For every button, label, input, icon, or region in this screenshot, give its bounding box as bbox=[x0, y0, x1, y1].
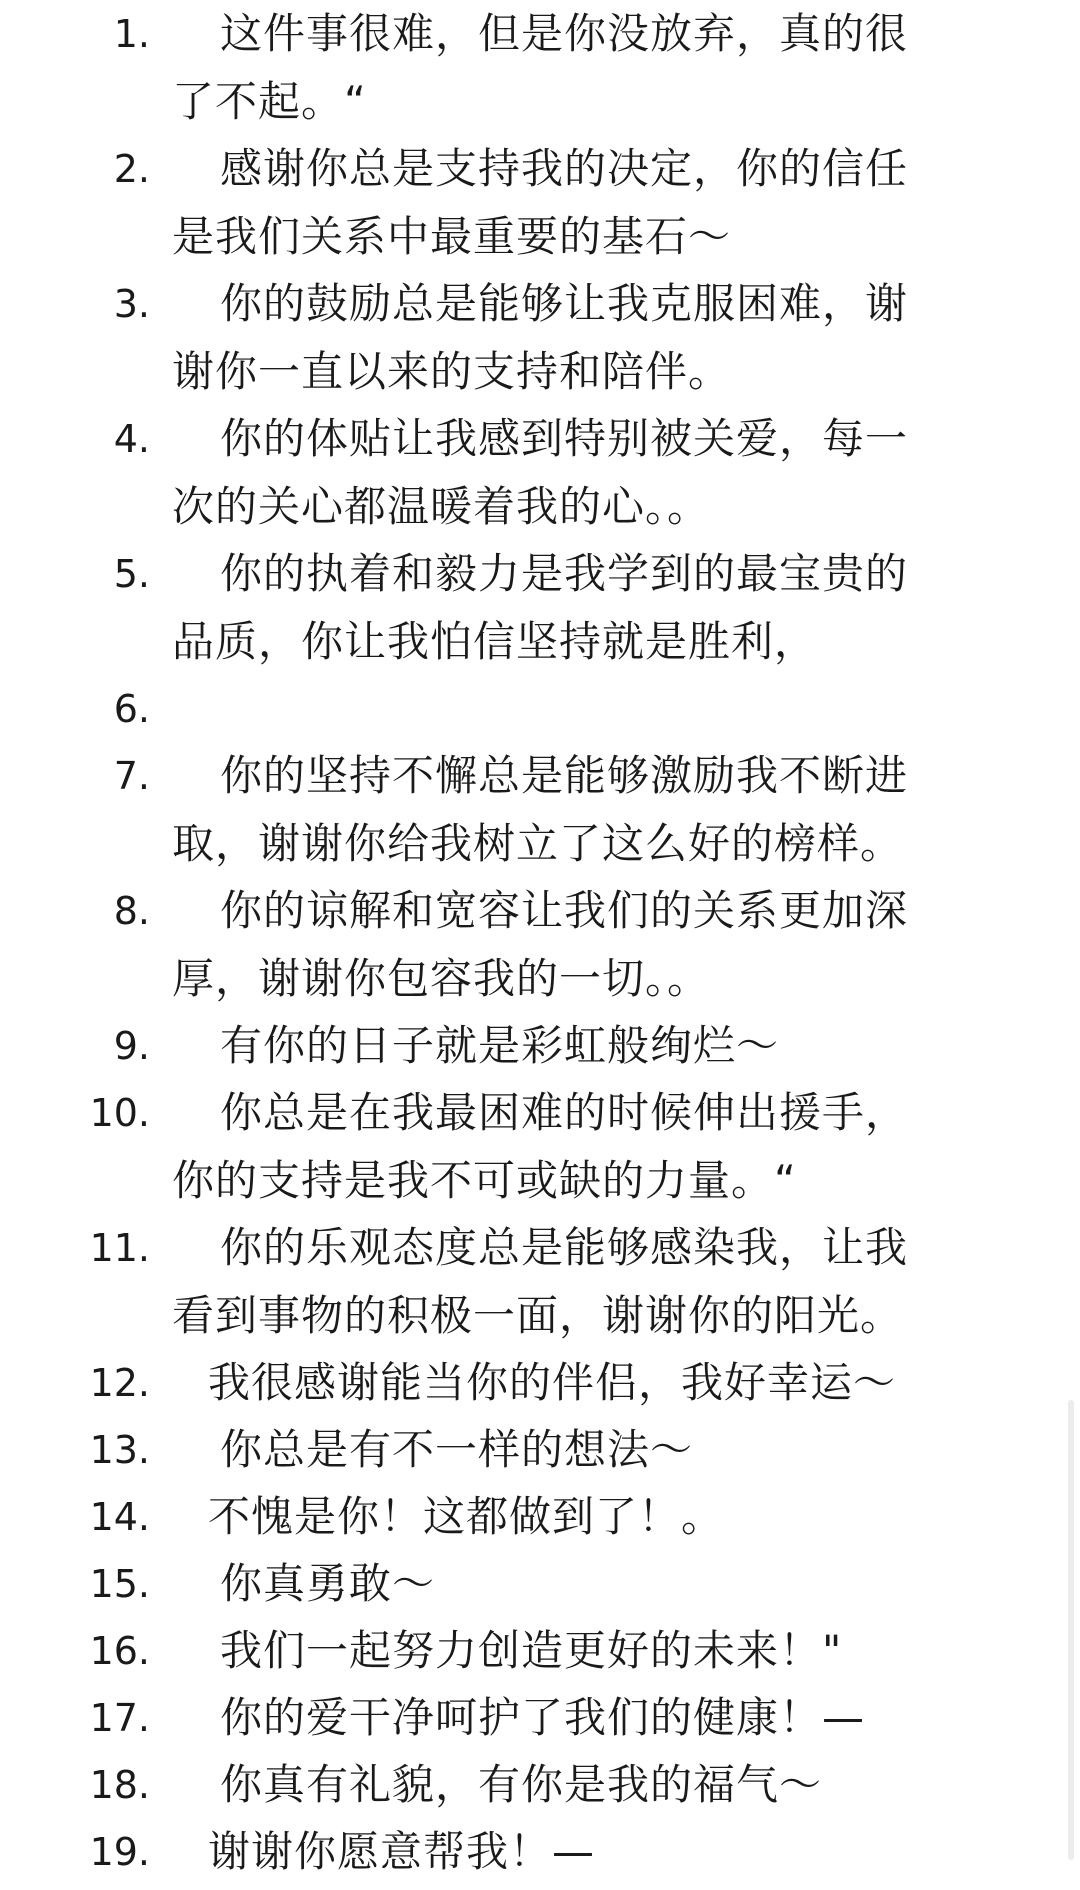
scrollbar[interactable] bbox=[1068, 1400, 1074, 1860]
item-number: 2. bbox=[113, 147, 150, 191]
item-number: 16. bbox=[89, 1629, 150, 1673]
item-text-line: 我们一起努力创造更好的未来！" bbox=[220, 1626, 843, 1675]
item-text-line: 你的爱干净呵护了我们的健康！— bbox=[220, 1693, 866, 1742]
item-number: 9. bbox=[113, 1024, 150, 1068]
item-number: 17. bbox=[89, 1696, 150, 1740]
item-text-line: 你的执着和毅力是我学到的最宝贵的 bbox=[220, 549, 909, 598]
item-number: 7. bbox=[113, 754, 150, 798]
item-text-line: 我很感谢能当你的伴侣，我好幸运～ bbox=[208, 1358, 897, 1407]
item-number: 8. bbox=[113, 889, 150, 933]
item-text-line: 是我们关系中最重要的基石～ bbox=[172, 212, 732, 261]
item-number: 5. bbox=[113, 552, 150, 596]
item-number: 1. bbox=[113, 12, 150, 56]
item-text-line: 你总是有不一样的想法～ bbox=[220, 1425, 694, 1474]
item-text-line: 你的乐观态度总是能够感染我，让我 bbox=[220, 1223, 909, 1272]
item-text-line: 你真有礼貌，有你是我的福气～ bbox=[220, 1760, 823, 1809]
item-number: 4. bbox=[113, 417, 150, 461]
item-text-line: 你的坚持不懈总是能够激励我不断进 bbox=[220, 751, 909, 800]
item-number: 3. bbox=[113, 282, 150, 326]
item-text-line: 这件事很难，但是你没放弃，真的很 bbox=[220, 9, 909, 58]
item-text-line: 不愧是你！这都做到了！。 bbox=[208, 1492, 725, 1541]
item-text-line: 你的谅解和宽容让我们的关系更加深 bbox=[220, 886, 909, 935]
item-number: 6. bbox=[113, 687, 150, 731]
item-number: 13. bbox=[89, 1428, 150, 1472]
item-text-line: 你的支持是我不可或缺的力量。“ bbox=[172, 1156, 797, 1205]
item-text-line: 感谢你总是支持我的决定，你的信任 bbox=[220, 144, 909, 193]
item-text-line: 厚，谢谢你包容我的一切。。 bbox=[172, 954, 711, 1003]
item-number: 12. bbox=[89, 1361, 150, 1405]
item-text-line: 取，谢谢你给我树立了这么好的榜样。 bbox=[172, 819, 904, 868]
item-text-line: 有你的日子就是彩虹般绚烂～ bbox=[220, 1021, 780, 1070]
item-number: 10. bbox=[89, 1091, 150, 1135]
item-number: 14. bbox=[89, 1495, 150, 1539]
item-text-line: 看到事物的积极一面，谢谢你的阳光。 bbox=[172, 1291, 904, 1340]
item-text-line: 你总是在我最困难的时候伸出援手， bbox=[220, 1088, 909, 1137]
item-text-line: 了不起。“ bbox=[172, 77, 367, 126]
item-number: 11. bbox=[89, 1226, 150, 1270]
item-text-line: 次的关心都温暖着我的心。。 bbox=[172, 482, 711, 531]
item-number: 15. bbox=[89, 1562, 150, 1606]
item-text-line: 谢你一直以来的支持和陪伴。 bbox=[172, 347, 732, 396]
item-text-line: 品质，你让我怕信坚持就是胜利， bbox=[172, 617, 818, 666]
item-number: 18. bbox=[89, 1763, 150, 1807]
item-text-line: 你的体贴让我感到特别被关爱，每一 bbox=[220, 414, 909, 463]
item-number: 19. bbox=[89, 1830, 150, 1874]
item-text-line: 你的鼓励总是能够让我克服困难，谢 bbox=[220, 279, 909, 328]
item-text-line: 谢谢你愿意帮我！— bbox=[208, 1827, 596, 1876]
item-text-line: 你真勇敢～ bbox=[220, 1559, 436, 1608]
